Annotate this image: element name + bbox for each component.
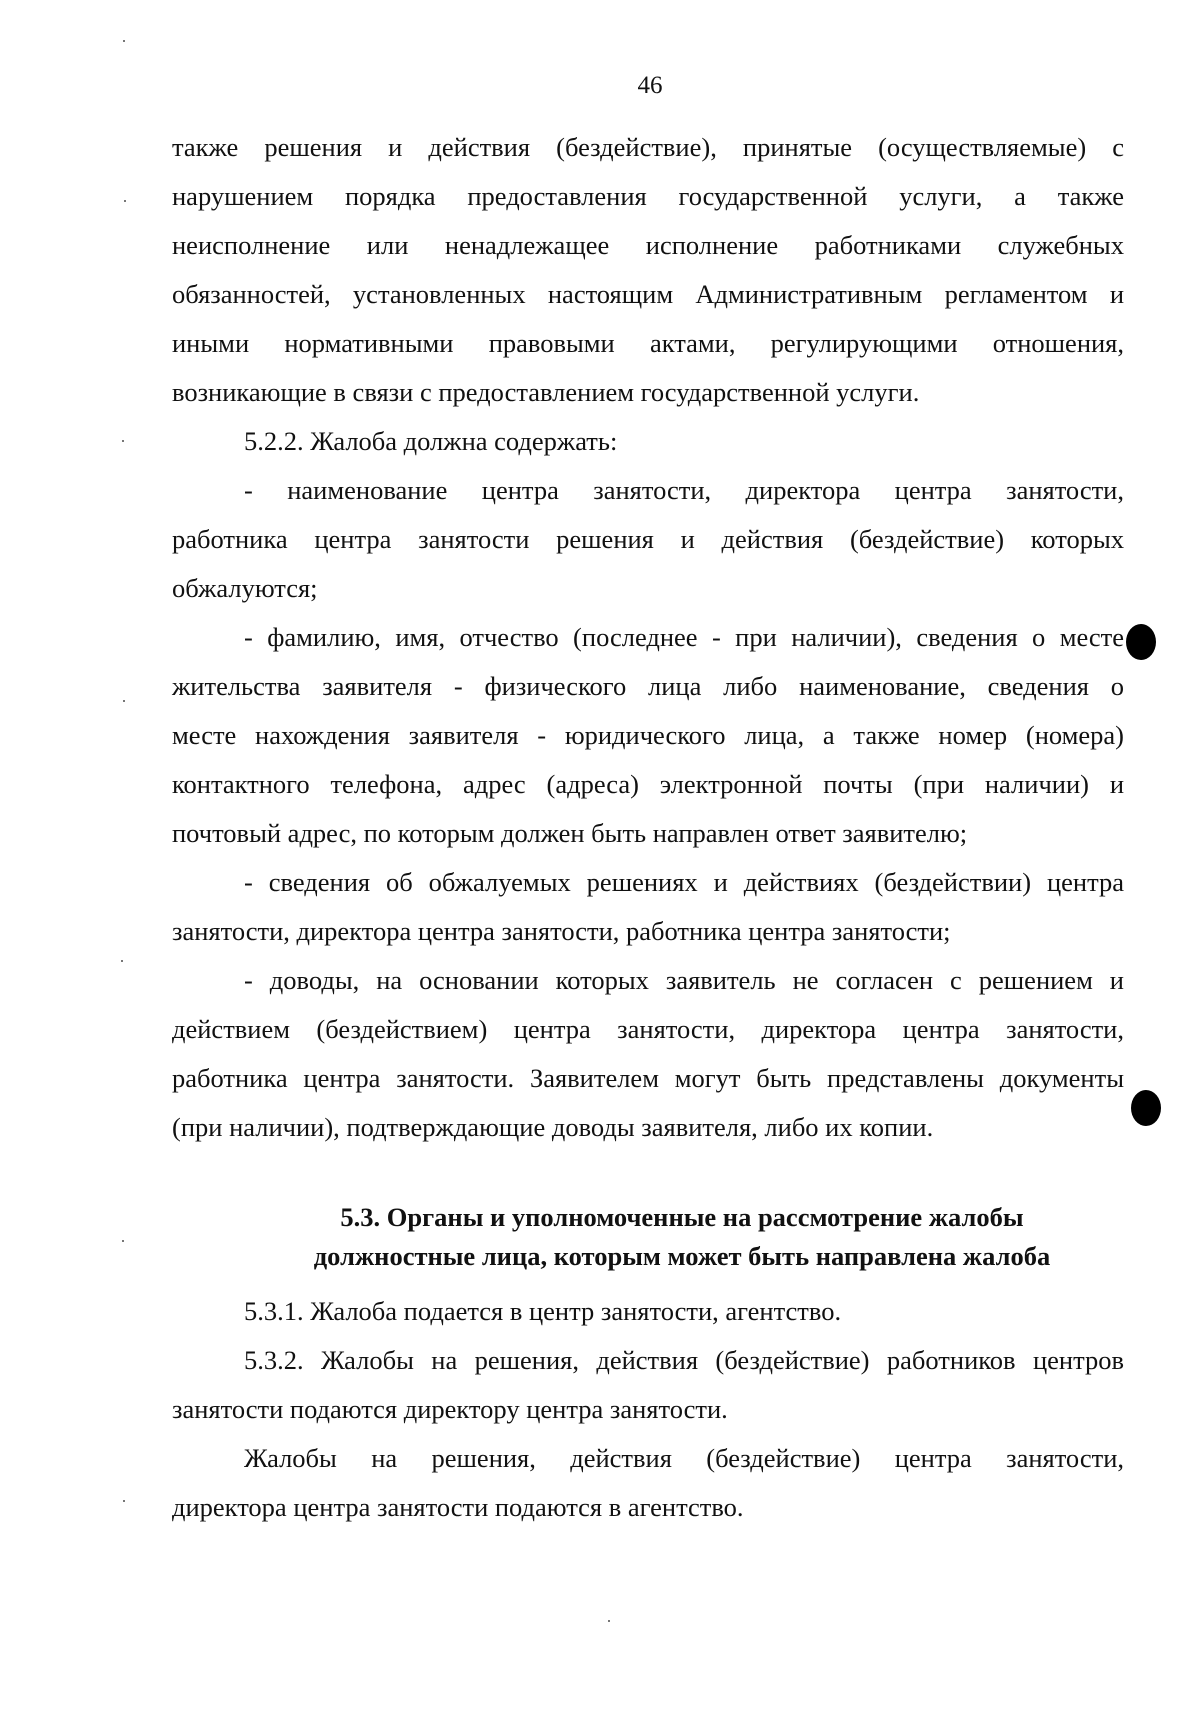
list-item-name-of-center bbox=[172, 466, 1124, 613]
section-heading-5-3 bbox=[172, 1198, 1192, 1276]
text-line: возникающие в связи с предоставлением государственной услуги. bbox=[172, 377, 920, 407]
punch-hole-mark bbox=[1126, 624, 1156, 660]
text-line: - доводы, на основании которых заявитель не согласен с решением и bbox=[244, 965, 1124, 995]
scan-speck bbox=[123, 700, 125, 702]
text-line: нарушением порядка предоставления государственной услуги, а также bbox=[172, 181, 1124, 211]
scan-speck bbox=[608, 1620, 610, 1622]
text-line: жительства заявителя - физического лица либо наименование, сведения о bbox=[172, 671, 1124, 701]
paragraph-5-3-2 bbox=[172, 1336, 1124, 1434]
list-item-arguments bbox=[172, 956, 1124, 1152]
text-line: занятости подаются директору центра занятости. bbox=[172, 1394, 728, 1424]
list-item-applicant-details bbox=[172, 613, 1124, 858]
scan-speck bbox=[123, 1500, 125, 1502]
text-line: неисполнение или ненадлежащее исполнение работниками служебных bbox=[172, 230, 1124, 260]
text-line: 5.3.2. Жалобы на решения, действия (бездействие) работников центров bbox=[244, 1345, 1124, 1375]
text-line: - сведения об обжалуемых решениях и действиях (бездействии) центра bbox=[244, 867, 1124, 897]
paragraph-violations bbox=[172, 123, 1124, 417]
heading-line: 5.3. Органы и уполномоченные на рассмотрение жалобы bbox=[340, 1202, 1024, 1232]
punch-hole-mark bbox=[1131, 1090, 1161, 1126]
text-line: 5.3.1. Жалоба подается в центр занятости, агентство. bbox=[244, 1296, 842, 1326]
heading-line: должностные лица, которым может быть направлена жалоба bbox=[313, 1241, 1051, 1271]
text-line: действием (бездействием) центра занятости, директора центра занятости, bbox=[172, 1014, 1124, 1044]
scan-speck bbox=[123, 40, 125, 42]
text-line: директора центра занятости подаются в агентство. bbox=[172, 1492, 744, 1522]
text-line: - наименование центра занятости, директора центра занятости, bbox=[244, 475, 1124, 505]
text-line: 5.2.2. Жалоба должна содержать: bbox=[244, 426, 618, 456]
text-line: почтовый адрес, по которым должен быть направлен ответ заявителю; bbox=[172, 818, 968, 848]
scan-speck bbox=[124, 200, 126, 202]
text-line: - фамилию, имя, отчество (последнее - при наличии), сведения о месте bbox=[244, 622, 1124, 652]
text-line: Жалобы на решения, действия (бездействие) центра занятости, bbox=[244, 1443, 1124, 1473]
text-line: обжалуются; bbox=[172, 573, 318, 603]
text-line: также решения и действия (бездействие), принятые (осуществляемые) с bbox=[172, 132, 1124, 162]
text-line: (при наличии), подтверждающие доводы заявителя, либо их копии. bbox=[172, 1112, 934, 1142]
scan-speck bbox=[122, 440, 124, 442]
text-line: иными нормативными правовыми актами, регулирующими отношения, bbox=[172, 328, 1124, 358]
paragraph-5-3-1 bbox=[172, 1287, 1124, 1336]
scan-speck bbox=[122, 1240, 124, 1242]
paragraph-5-2-2 bbox=[172, 417, 1124, 466]
paragraph-complaints-agency bbox=[172, 1434, 1124, 1532]
scan-speck bbox=[121, 960, 123, 962]
list-item-appealed-decisions bbox=[172, 858, 1124, 956]
text-line: работника центра занятости. Заявителем могут быть представлены документы bbox=[172, 1063, 1124, 1093]
text-line: контактного телефона, адрес (адреса) электронной почты (при наличии) и bbox=[172, 769, 1124, 799]
text-line: месте нахождения заявителя - юридического лица, а также номер (номера) bbox=[172, 720, 1124, 750]
text-line: обязанностей, установленных настоящим Административным регламентом и bbox=[172, 279, 1124, 309]
page-number: 46 bbox=[637, 72, 663, 99]
text-line: работника центра занятости решения и действия (бездействие) которых bbox=[172, 524, 1124, 554]
text-line: занятости, директора центра занятости, работника центра занятости; bbox=[172, 916, 951, 946]
